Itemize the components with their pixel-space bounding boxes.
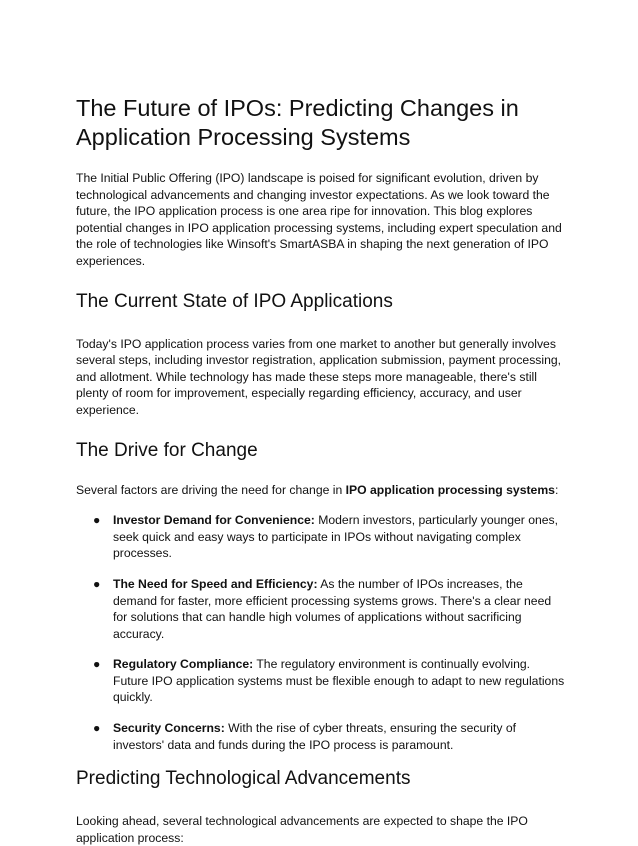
bullet-dot-icon: ● (93, 513, 101, 528)
bullet-dot-icon: ● (93, 721, 101, 736)
bullet-lead: Regulatory Compliance: (113, 657, 254, 672)
current-state-paragraph: Today's IPO application process varies from one market to another but generally involves several steps, including investor registration, application submission, payment processing, and allotment. While technology has made these steps more manageable, there's still plenty of room for improvement, especially regarding efficiency, accuracy, and user experience. (76, 336, 562, 417)
bullet-text: With the rise of cyber threats, ensuring the security of investors' data and funds during the IPO process is paramount. (113, 721, 517, 752)
bullet-text: The regulatory environment is continually evolving. Future IPO application systems must be flexible enough to adapt to new regulations quickly. (113, 657, 565, 705)
bullet-lead: The Need for Speed and Efficiency: (113, 576, 318, 591)
document-content (76, 94, 566, 846)
drive-for-change-paragraph (76, 482, 566, 499)
bullet-dot-icon: ● (93, 576, 101, 591)
section-heading-drive-for-change: The Drive for Change (76, 439, 258, 461)
section-heading-current-state: The Current State of IPO Applications (76, 290, 393, 312)
drive-body-suffix: : (554, 482, 559, 497)
bullet-lead: Security Concerns: (113, 721, 225, 736)
bullet-dot-icon: ● (93, 657, 101, 672)
bullet-lead: Investor Demand for Convenience: (113, 513, 315, 528)
predicting-advancements-paragraph: Looking ahead, several technological advancements are expected to shape the IPO application process: (76, 814, 528, 845)
document-title: The Future of IPOs: Predicting Changes in Application Processing Systems (76, 95, 519, 150)
section-heading-predicting-advancements: Predicting Technological Advancements (76, 768, 411, 790)
bullet-text: As the number of IPOs increases, the demand for faster, more efficient processing systems grows. There's a clear need for solutions that can handle high volumes of applications without sacrificing accuracy. (113, 576, 552, 641)
intro-paragraph: The Initial Public Offering (IPO) landscape is poised for significant evolution, driven by technological advancements and changing investor expectations. As we look toward the future, the IPO application process is one area ripe for innovation. This blog explores potential changes in IPO application processing systems, including expert speculation and the role of technologies like Winsoft's SmartASBA in shaping the next generation of IPO experiences. (76, 171, 562, 268)
list-item (76, 720, 566, 753)
drive-body-bold: IPO application processing systems (345, 482, 555, 497)
bullet-text: Modern investors, particularly younger ones, seek quick and easy ways to participate in IPOs without navigating complex processes. (113, 513, 559, 561)
drive-factors-list (76, 512, 566, 753)
list-item (76, 576, 566, 642)
drive-body-prefix: Several factors are driving the need for change in (76, 482, 346, 497)
list-item (76, 512, 566, 562)
list-item (76, 656, 566, 706)
